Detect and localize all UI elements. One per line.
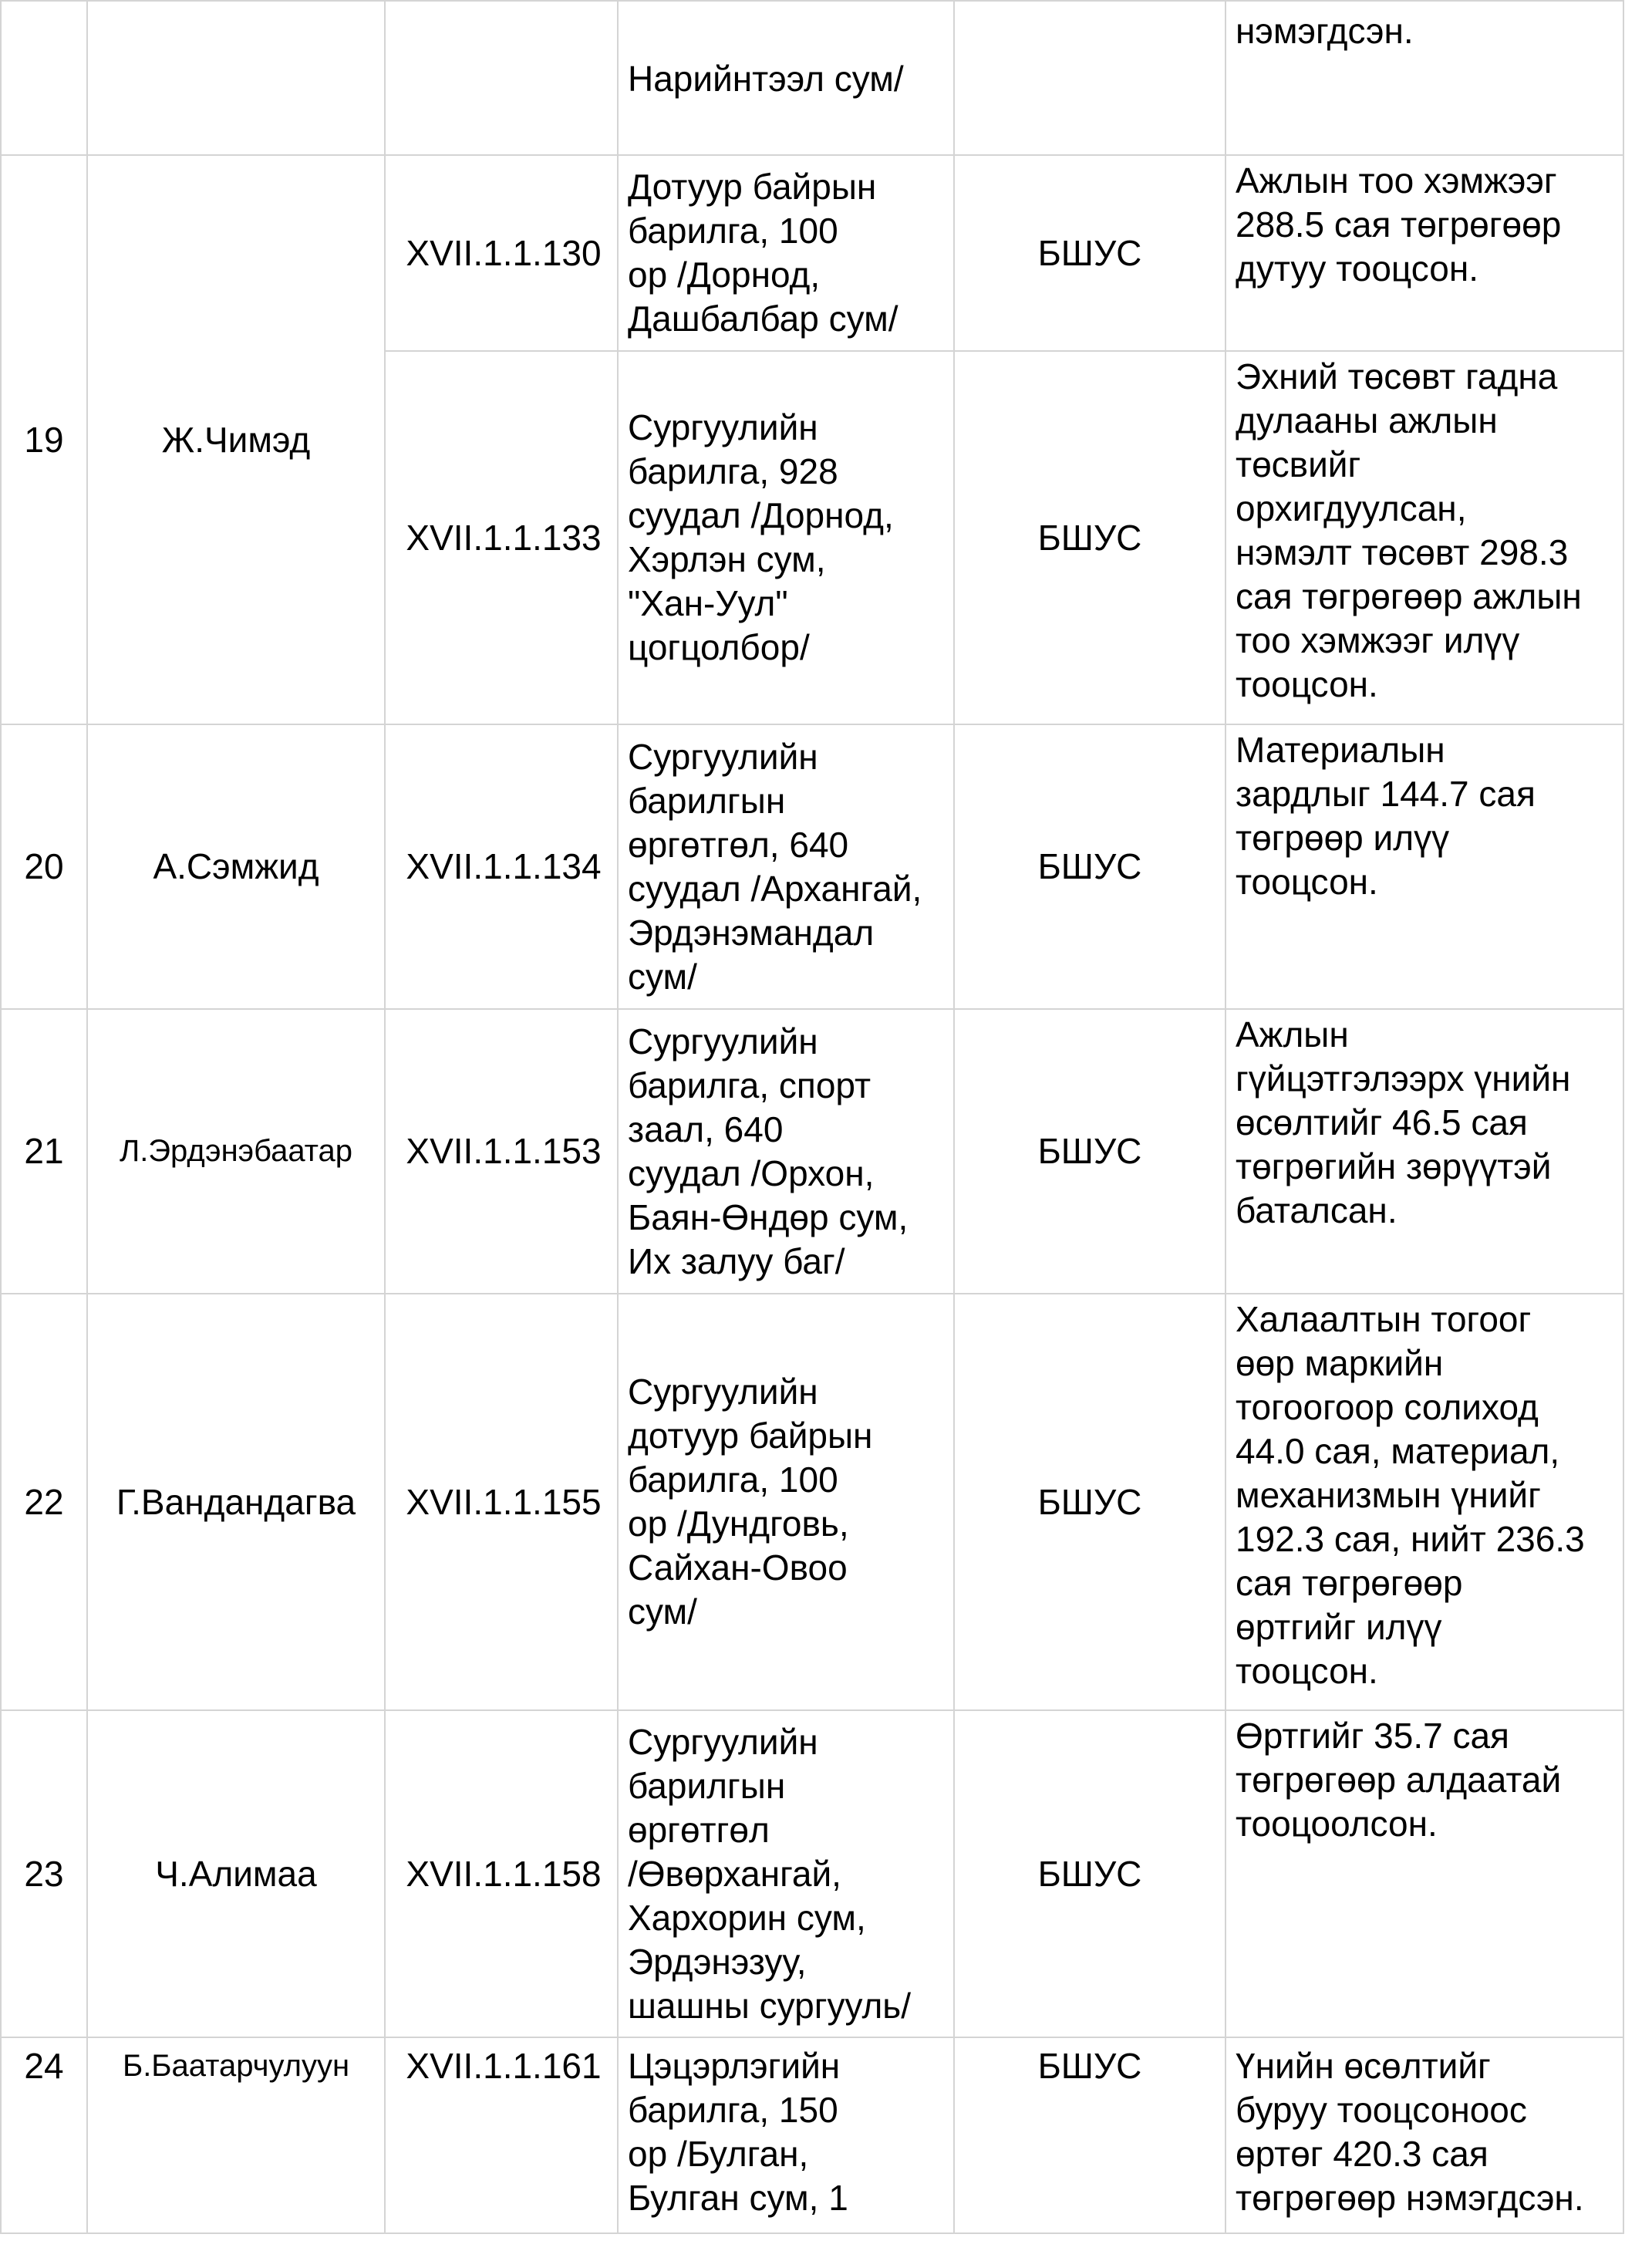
- finding-note: Өртгийг 35.7 сая төгрөгөөр алдаатай тооцоолсон.: [1226, 1710, 1623, 2037]
- person-name: Г.Вандандагва: [87, 1294, 385, 1710]
- row-number: [1, 1, 87, 155]
- person-name: Ж.Чимэд: [87, 155, 385, 724]
- finding-note: Халаалтын тогоог өөр маркийн тогоогоор солиход 44.0 сая, материал, механизмын үнийг 192.3 сая, нийт 236.3 сая төгрөгөөр өртгийг илүү тооцсон.: [1226, 1294, 1623, 1710]
- organization: БШУС: [954, 155, 1226, 351]
- person-name: А.Сэмжид: [87, 724, 385, 1009]
- table-row: [1, 155, 1623, 351]
- organization: БШУС: [954, 1294, 1226, 1710]
- project-description: Сургуулийн барилгын өргөтгөл /Өвөрхангай, Хархорин сум, Эрдэнэзуу, шашны сургууль/: [618, 1710, 954, 2037]
- project-code: XVII.1.1.155: [385, 1294, 618, 1710]
- row-number: 24: [1, 2037, 87, 2233]
- table-row: [1, 724, 1623, 1009]
- project-code: XVII.1.1.153: [385, 1009, 618, 1294]
- project-code: XVII.1.1.130: [385, 155, 618, 351]
- project-code: XVII.1.1.134: [385, 724, 618, 1009]
- row-number: 22: [1, 1294, 87, 1710]
- table-row: [1, 1009, 1623, 1294]
- organization: [954, 1, 1226, 155]
- project-description: Нарийнтээл сум/: [618, 1, 954, 155]
- finding-note: Үнийн өсөлтийг буруу тооцсоноос өртөг 420.3 сая төгрөгөөр нэмэгдсэн.: [1226, 2037, 1623, 2233]
- row-number: 20: [1, 724, 87, 1009]
- person-name: Л.Эрдэнэбаатар: [87, 1009, 385, 1294]
- finding-note: Ажлын гүйцэтгэлээрх үнийн өсөлтийг 46.5 сая төгрөгийн зөрүүтэй баталсан.: [1226, 1009, 1623, 1294]
- organization: БШУС: [954, 2037, 1226, 2233]
- organization: БШУС: [954, 1009, 1226, 1294]
- person-name: [87, 1, 385, 155]
- row-number: 23: [1, 1710, 87, 2037]
- project-code: XVII.1.1.161: [385, 2037, 618, 2233]
- organization: БШУС: [954, 724, 1226, 1009]
- table-row: [1, 1, 1623, 155]
- finding-note: Материалын зардлыг 144.7 сая төгрөөр илүү тооцсон.: [1226, 724, 1623, 1009]
- row-number: 19: [1, 155, 87, 724]
- project-code: XVII.1.1.158: [385, 1710, 618, 2037]
- project-code: [385, 1, 618, 155]
- organization: БШУС: [954, 1710, 1226, 2037]
- person-name: Б.Баатарчулуун: [87, 2037, 385, 2233]
- project-description: Сургуулийн барилга, 928 суудал /Дорнод, Хэрлэн сум, "Хан-Уул" цогцолбор/: [618, 351, 954, 724]
- project-code: XVII.1.1.133: [385, 351, 618, 724]
- organization: БШУС: [954, 351, 1226, 724]
- project-description: Сургуулийн барилгын өргөтгөл, 640 суудал /Архангай, Эрдэнэмандал сум/: [618, 724, 954, 1009]
- table-row: [1, 1710, 1623, 2037]
- project-description: Сургуулийн дотуур байрын барилга, 100 ор /Дундговь, Сайхан-Овоо сум/: [618, 1294, 954, 1710]
- table-row: [1, 1294, 1623, 1710]
- finding-note: Ажлын тоо хэмжээг 288.5 сая төгрөгөөр дутуу тооцсон.: [1226, 155, 1623, 351]
- finding-note: нэмэгдсэн.: [1226, 1, 1623, 155]
- project-description: Дотуур байрын барилга, 100 ор /Дорнод, Дашбалбар сум/: [618, 155, 954, 351]
- table-row: [1, 2037, 1623, 2233]
- project-description: Сургуулийн барилга, спорт заал, 640 суудал /Орхон, Баян-Өндөр сум, Их залуу баг/: [618, 1009, 954, 1294]
- project-description: Цэцэрлэгийн барилга, 150 ор /Булган, Булган сум, 1: [618, 2037, 954, 2233]
- person-name: Ч.Алимаа: [87, 1710, 385, 2037]
- finding-note: Эхний төсөвт гадна дулааны ажлын төсвийг орхигдуулсан, нэмэлт төсөвт 298.3 сая төгрөгөөр ажлын тоо хэмжээг илүү тооцсон.: [1226, 351, 1623, 724]
- row-number: 21: [1, 1009, 87, 1294]
